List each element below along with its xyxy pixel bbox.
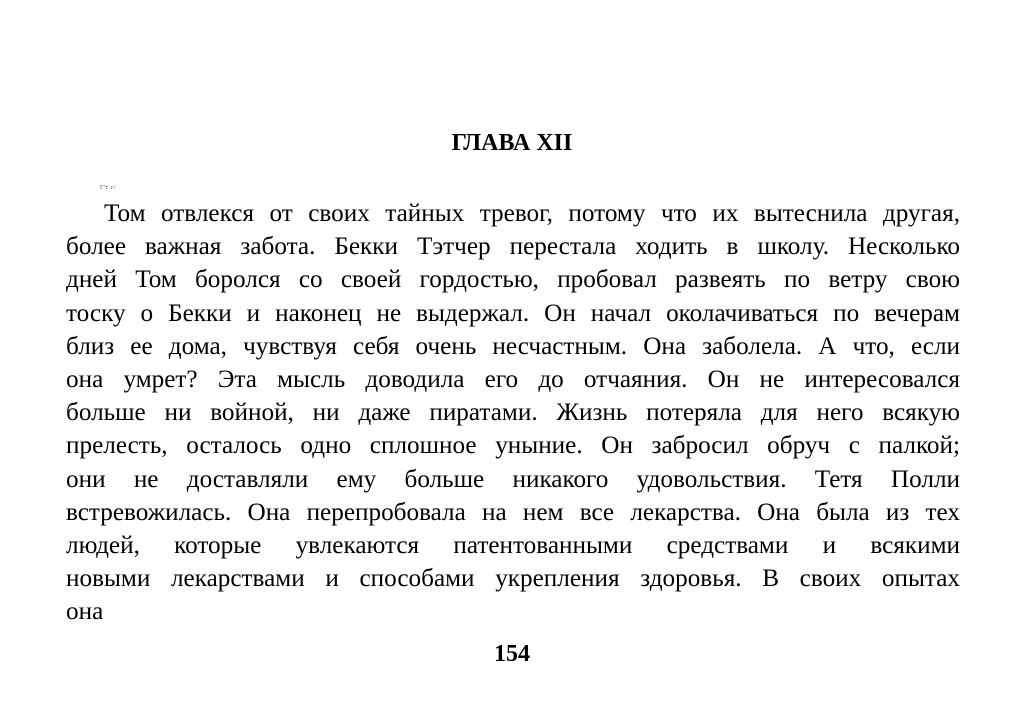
page-number: 154	[494, 641, 530, 667]
text-line: они не доставляли ему больше никакого удовольствия. Тетя Полли	[66, 465, 960, 493]
text-line: дней Том боролся со своей гордостью, пробовал развеять по ветру свою	[66, 266, 960, 294]
text-line: более важная забота. Бекки Тэтчер перестала ходить в школу. Несколько	[66, 233, 960, 261]
text-line: она	[66, 598, 104, 626]
text-line: встревожилась. Она перепробовала на нем все лекарства. Она была из тех	[66, 498, 960, 526]
scan-artifact-mark: Г'т с/	[100, 185, 117, 191]
text-line: Том отвлекся от своих тайных тревог, потому что их вытеснила другая,	[104, 200, 960, 227]
text-line: новыми лекарствами и способами укрепления здоровья. В своих опытах	[66, 565, 960, 593]
text-line: прелесть, осталось одно сплошное уныние. Он забросил обруч с палкой;	[66, 432, 960, 460]
text-line: людей, которые увлекаются патентованными средствами и всякими	[66, 531, 960, 559]
text-line: тоску о Бекки и наконец не выдержал. Он начал околачиваться по вечерам	[66, 299, 960, 327]
chapter-body-text	[66, 197, 960, 628]
text-line: близ ее дома, чувствуя себя очень несчастным. Она заболела. А что, если	[66, 332, 960, 360]
text-line: больше ни войной, ни даже пиратами. Жизнь потеряла для него всякую	[66, 399, 960, 427]
chapter-title: ГЛАВА XII	[451, 130, 573, 156]
text-line: она умрет? Эта мысль доводила его до отчаяния. Он не интересовался	[66, 365, 960, 393]
